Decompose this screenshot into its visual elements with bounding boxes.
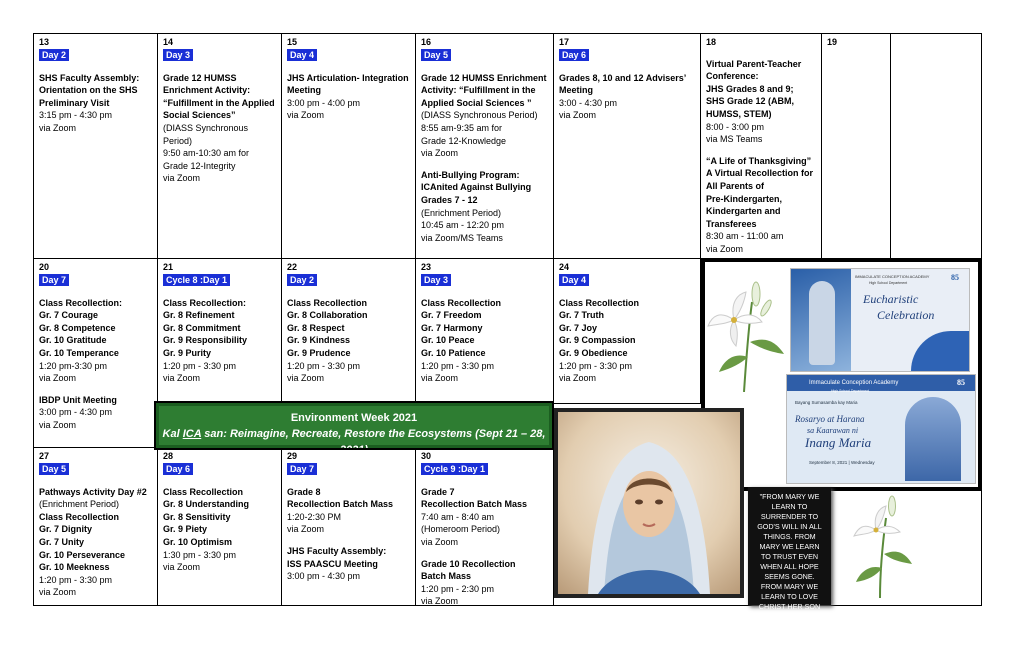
event-line: 8:55 am-9:35 am for [421,122,503,133]
event-line: via Zoom [421,536,459,547]
event-line: Meeting [287,85,322,96]
event-line: Period) [163,135,193,146]
spacer [163,288,276,297]
event-line: 3:00 pm - 4:00 pm [287,97,361,108]
event-line: via Zoom [421,373,459,384]
day-label: Day 2 [287,274,317,286]
event-line: 3:00 pm - 4:30 pm [287,571,361,582]
event-line: via Zoom [39,122,77,133]
event-line: Recollection Batch Mass [421,499,528,510]
day-label: Day 3 [421,274,451,286]
event-line: Gr. 8 Understanding [163,499,250,510]
event-line: Gr. 8 Collaboration [287,310,368,321]
event-line: Gr. 9 Obedience [559,347,628,358]
poster1-title1: Eucharistic [863,292,919,306]
event-line: Kindergarten and [706,206,781,217]
poster2-school: Immaculate Conception Academy [809,380,899,386]
poster2-anniversary: 85 [957,378,965,387]
spacer [163,63,276,72]
event-line: Orientation on the SHS [39,85,138,96]
event-line: Class Recollection [559,297,640,308]
day-label: Day 6 [559,49,589,61]
date-number: 27 [39,451,50,461]
rosaryo-poster [786,374,976,484]
cell-22 [281,258,416,404]
spacer [421,549,548,558]
event-line: via Zoom [559,110,597,121]
banner-title: Environment Week 2021 [290,412,418,424]
event-line: IBDP Unit Meeting [39,394,117,405]
date-number: 30 [421,451,432,461]
cell-30 [415,447,554,606]
day-label: Cycle 9 :Day 1 [421,463,488,475]
event-line: Pre-Kindergarten, [706,193,783,204]
event-line: Gr. 9 Compassion [559,335,636,346]
spacer [39,288,152,297]
cell-14 [157,33,282,259]
event-line: Gr. 7 Freedom [421,310,482,321]
date-number: 19 [827,37,838,47]
event-line: 8:00 - 3:00 pm [706,121,765,132]
spacer [421,288,548,297]
spacer [421,160,548,169]
event-line: (Enrichment Period) [39,499,120,510]
event-line: SHS Faculty Assembly: [39,72,140,83]
event-line: via Zoom [287,110,325,121]
event-line: Grades 8, 10 and 12 Advisers’ [559,72,687,83]
day-label: Day 5 [421,49,451,61]
spacer [39,385,152,394]
event-line: via Zoom [39,587,77,598]
event-line: “A Life of Thanksgiving” [706,155,812,166]
event-line: (DIASS Synchronous [163,122,249,133]
event-line: Grade 7 [421,486,455,497]
poster2-title3: Inang Maria [805,435,872,450]
banner-subtitle: Kal ICA san: Reimagine, Recreate, Restore the Ecosystems (Sept 21 – 28, 2021) [162,428,546,456]
event-line: via Zoom [287,524,325,535]
spacer [559,63,695,72]
event-line: Gr. 8 Respect [287,322,345,333]
event-line: Gr. 10 Meekness [39,562,110,573]
event-line: 1:20 pm - 3:30 pm [163,360,237,371]
event-line: JHS Faculty Assembly: [287,545,387,556]
poster1-dept: High School Department [869,281,908,285]
event-line: Anti-Bullying Program: [421,169,520,180]
event-line: Gr. 10 Peace [421,335,475,346]
event-line: via Zoom [163,173,201,184]
day-label: Day 5 [39,463,69,475]
date-number: 17 [559,37,570,47]
event-line: Gr. 10 Patience [421,347,486,358]
event-line: 8:30 am - 11:00 am [706,231,784,242]
poster1-title2: Celebration [877,308,935,322]
event-line: 7:40 am - 8:40 am [421,511,495,522]
poster2-date: September 8, 2021 | Wednesday [809,460,875,465]
cell-15 [281,33,416,259]
event-line: ICAnited Against Bullying [421,182,532,193]
event-line: Activity: “Fulfillment in the [421,85,536,96]
cell-16 [415,33,554,259]
event-line: All Parents of [706,180,765,191]
event-line: (DIASS Synchronous Period) [421,110,538,121]
event-line: 10:45 am - 12:20 pm [421,220,505,231]
event-line: via Zoom [163,562,201,573]
event-line: Class Recollection [421,297,502,308]
date-number: 13 [39,37,50,47]
day-label: Day 7 [287,463,317,475]
event-line: Gr. 7 Joy [559,322,598,333]
event-line: Grade 12 HUMSS [163,72,237,83]
event-line: Gr. 8 Commitment [163,322,241,333]
date-number: 18 [706,37,717,47]
event-line: via Zoom [706,243,744,254]
event-line: Gr. 10 Gratitude [39,335,107,346]
spacer [287,63,410,72]
event-line: Gr. 8 Sensitivity [163,511,231,522]
spacer [421,63,548,72]
virgin-mary-portrait [554,408,744,598]
event-line: via Zoom [39,373,77,384]
event-line: via Zoom [39,419,77,430]
event-line: Grade 10 Recollection [421,558,516,569]
day-label: Day 7 [39,274,69,286]
spacer [287,288,410,297]
event-line: Gr. 8 Competence [39,322,116,333]
event-line: via Zoom [287,373,325,384]
event-line: Gr. 10 Optimism [163,536,233,547]
date-number: 15 [287,37,298,47]
event-line: Grade 12-Knowledge [421,135,507,146]
date-number: 28 [163,451,174,461]
event-line: 1:20 pm - 3:30 pm [287,360,361,371]
cell-27 [33,447,158,606]
spacer [39,63,152,72]
cell-21 [157,258,282,404]
event-line: (Enrichment Period) [421,207,502,218]
event-line: Gr. 9 Responsibility [163,335,248,346]
date-number: 22 [287,262,298,272]
event-line: Applied Social Sciences ” [421,97,532,108]
event-line: 9:50 am-10:30 am for [163,148,250,159]
day-label: Day 4 [559,274,589,286]
quote-author: ST. JOHN PAUL II [767,644,812,650]
event-line: Class Recollection: [163,297,247,308]
cell-24 [553,258,701,404]
event-line: 1:20 pm - 3:30 pm [559,360,633,371]
spacer [287,536,410,545]
event-line: 3:00 pm - 4:30 pm [39,407,113,418]
eucharistic-celebration-poster [790,268,970,372]
day-label: Day 4 [287,49,317,61]
event-line: JHS Grades 8 and 9; [706,83,794,94]
event-line: Gr. 10 Temperance [39,347,119,358]
event-line: Gr. 9 Piety [163,524,208,535]
poster2-line1: Bayang Sumasamba kay Maria [795,400,858,405]
mary-figure-icon [558,412,740,594]
event-line: Grade 12 HUMSS Enrichment [421,72,547,83]
cell-19 [821,33,891,259]
event-line: 3:00 - 4:30 pm [559,97,618,108]
event-line: via Zoom [559,373,597,384]
event-line: (Homeroom Period) [421,524,501,535]
date-number: 16 [421,37,432,47]
event-line: Gr. 10 Perseverance [39,549,126,560]
event-line: via Zoom/MS Teams [421,232,503,243]
date-number: 14 [163,37,174,47]
spacer [706,49,816,58]
event-line: Gr. 8 Refinement [163,310,235,321]
event-line: Gr. 9 Kindness [287,335,351,346]
event-line: ISS PAASCU Meeting [287,558,378,569]
event-line: JHS Articulation- Integration [287,72,409,83]
quote-text: "FROM MARY WE LEARN TO SURRENDER TO GOD'S WILL IN ALL THINGS. FROM MARY WE LEARN TO TRUST EVEN WHEN ALL HOPE SEEMS GONE. FROM MARY WE LEARN TO LOVE CHRIST HER SON AND THE SON OF GOD!" [757,492,822,631]
date-number: 21 [163,262,174,272]
event-line: 1:20 pm-3:30 pm [39,360,108,371]
event-line: via Zoom [421,148,459,159]
cell-29 [281,447,416,606]
event-line: Gr. 9 Prudence [287,347,351,358]
event-line: Gr. 7 Unity [39,536,85,547]
event-line: Recollection Batch Mass [287,499,394,510]
cell-17 [553,33,701,259]
event-line: 1:20 pm - 3:30 pm [39,574,113,585]
day-label: Day 2 [39,49,69,61]
event-line: 1:20-2:30 PM [287,511,342,522]
john-paul-ii-quote [748,487,831,650]
event-line: via Zoom [163,373,201,384]
date-number: 29 [287,451,298,461]
spacer [39,477,152,486]
event-line: Transferees [706,218,757,229]
event-line: 1:20 pm - 3:30 pm [421,360,495,371]
poster1-school: IMMACULATE CONCEPTION ACADEMY [855,274,930,279]
date-number: 24 [559,262,570,272]
poster2-title1: Rosaryo at Harana [795,414,865,424]
event-line: Enrichment Activity: [163,85,251,96]
spacer [163,477,276,486]
cell-18 [700,33,822,259]
event-line: Gr. 7 Courage [39,310,99,321]
event-line: Grade 8 [287,486,321,497]
event-line: “Fulfillment in the Applied [163,97,275,108]
event-line: Gr. 7 Harmony [421,322,483,333]
cell-28 [157,447,282,606]
event-line: Social Sciences” [163,110,236,121]
lily-flower-bottom-icon [846,488,918,598]
lily-flower-icon [704,272,790,392]
event-line: HUMSS, STEM) [706,108,772,119]
spacer [706,146,816,155]
spacer [287,477,410,486]
cell-20 [33,258,158,448]
event-line: Class Recollection [39,511,120,522]
event-line: Meeting [559,85,594,96]
poster1-anniversary: 85 [951,273,959,282]
event-line: SHS Grade 12 (ABM, [706,96,795,107]
event-line: Gr. 7 Truth [559,310,605,321]
day-label: Day 6 [163,463,193,475]
event-line: Class Recollection [287,297,368,308]
date-number: 20 [39,262,50,272]
spacer [421,477,548,486]
spacer [559,288,695,297]
cell-23 [415,258,554,404]
event-line: Virtual Parent-Teacher [706,58,802,69]
event-line: via MS Teams [706,134,763,145]
event-line: Gr. 7 Dignity [39,524,93,535]
poster2-dept: High School Department [831,389,870,393]
poster2-title2: sa Kaarawan ni [807,426,859,435]
event-line: Pathways Activity Day #2 [39,486,147,497]
event-line: Grade 12-Integrity [163,160,236,171]
date-number: 23 [421,262,432,272]
event-line: Grades 7 - 12 [421,194,478,205]
event-line: 1:20 pm - 2:30 pm [421,583,495,594]
event-line: Preliminary Visit [39,97,110,108]
event-line: 1:30 pm - 3:30 pm [163,549,237,560]
day-label: Cycle 8 :Day 1 [163,274,230,286]
event-line: Class Recollection [163,486,244,497]
event-line: Gr. 9 Purity [163,347,212,358]
day-label: Day 3 [163,49,193,61]
event-line: A Virtual Recollection for [706,168,814,179]
event-line: Conference: [706,71,759,82]
event-line: Batch Mass [421,571,472,582]
event-line: Class Recollection: [39,297,123,308]
event-line: 3:15 pm - 4:30 pm [39,110,113,121]
cell-blank [890,33,982,259]
event-line: via Zoom [421,596,459,606]
cell-13 [33,33,158,259]
